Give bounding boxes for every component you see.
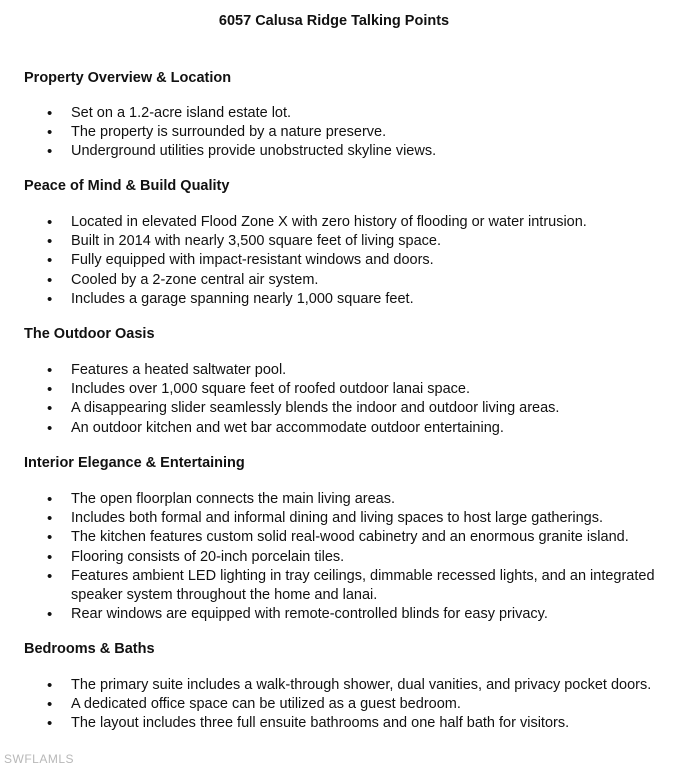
list-item: • Includes a garage spanning nearly 1,000 square feet. [24, 290, 663, 309]
list-item: • Underground utilities provide unobstructed skyline views. [24, 142, 663, 161]
list-item: • The kitchen features custom solid real-wood cabinetry and an enormous granite island. [24, 528, 663, 547]
list-item: • The primary suite includes a walk-through shower, dual vanities, and privacy pocket doors. [24, 676, 663, 695]
bullet-list [24, 104, 663, 162]
section-interior [24, 454, 663, 624]
section-heading: Property Overview & Location [24, 70, 232, 86]
bullet-list [24, 213, 663, 309]
list-item: • Features ambient LED lighting in tray ceilings, dimmable recessed lights, and an integrated speaker system throughout the home and lanai. [24, 567, 663, 605]
list-item: • Built in 2014 with nearly 3,500 square feet of living space. [24, 232, 663, 251]
list-item: • Fully equipped with impact-resistant windows and doors. [24, 251, 663, 270]
document-title: 6057 Calusa Ridge Talking Points [218, 13, 450, 29]
list-item: • Features a heated saltwater pool. [24, 361, 663, 380]
list-item: • Set on a 1.2-acre island estate lot. [24, 104, 663, 123]
section-bedrooms-baths [24, 640, 663, 734]
section-property-overview [24, 69, 663, 162]
list-item: • Includes over 1,000 square feet of roofed outdoor lanai space. [24, 380, 663, 399]
list-item: • Cooled by a 2-zone central air system. [24, 271, 663, 290]
list-item: • Rear windows are equipped with remote-controlled blinds for easy privacy. [24, 605, 663, 624]
list-item: • A disappearing slider seamlessly blends the indoor and outdoor living areas. [24, 399, 663, 418]
list-item: • The open floorplan connects the main living areas. [24, 490, 663, 509]
section-heading: The Outdoor Oasis [24, 326, 155, 342]
bullet-list [24, 361, 663, 438]
list-item: • An outdoor kitchen and wet bar accommodate outdoor entertaining. [24, 419, 663, 438]
list-item: • A dedicated office space can be utilized as a guest bedroom. [24, 695, 663, 714]
list-item: • The property is surrounded by a nature preserve. [24, 123, 663, 142]
list-item: • Located in elevated Flood Zone X with zero history of flooding or water intrusion. [24, 213, 663, 232]
section-outdoor-oasis [24, 325, 663, 438]
section-heading: Interior Elegance & Entertaining [24, 455, 245, 471]
section-build-quality [24, 177, 663, 309]
bullet-list [24, 490, 663, 624]
list-item: • The layout includes three full ensuite bathrooms and one half bath for visitors. [24, 714, 663, 733]
bullet-list [24, 676, 663, 734]
section-heading: Peace of Mind & Build Quality [24, 178, 230, 194]
list-item: • Includes both formal and informal dining and living spaces to host large gatherings. [24, 509, 663, 528]
section-heading: Bedrooms & Baths [24, 641, 155, 657]
watermark: SWFLAMLS [4, 752, 75, 766]
list-item: • Flooring consists of 20-inch porcelain tiles. [24, 548, 663, 567]
